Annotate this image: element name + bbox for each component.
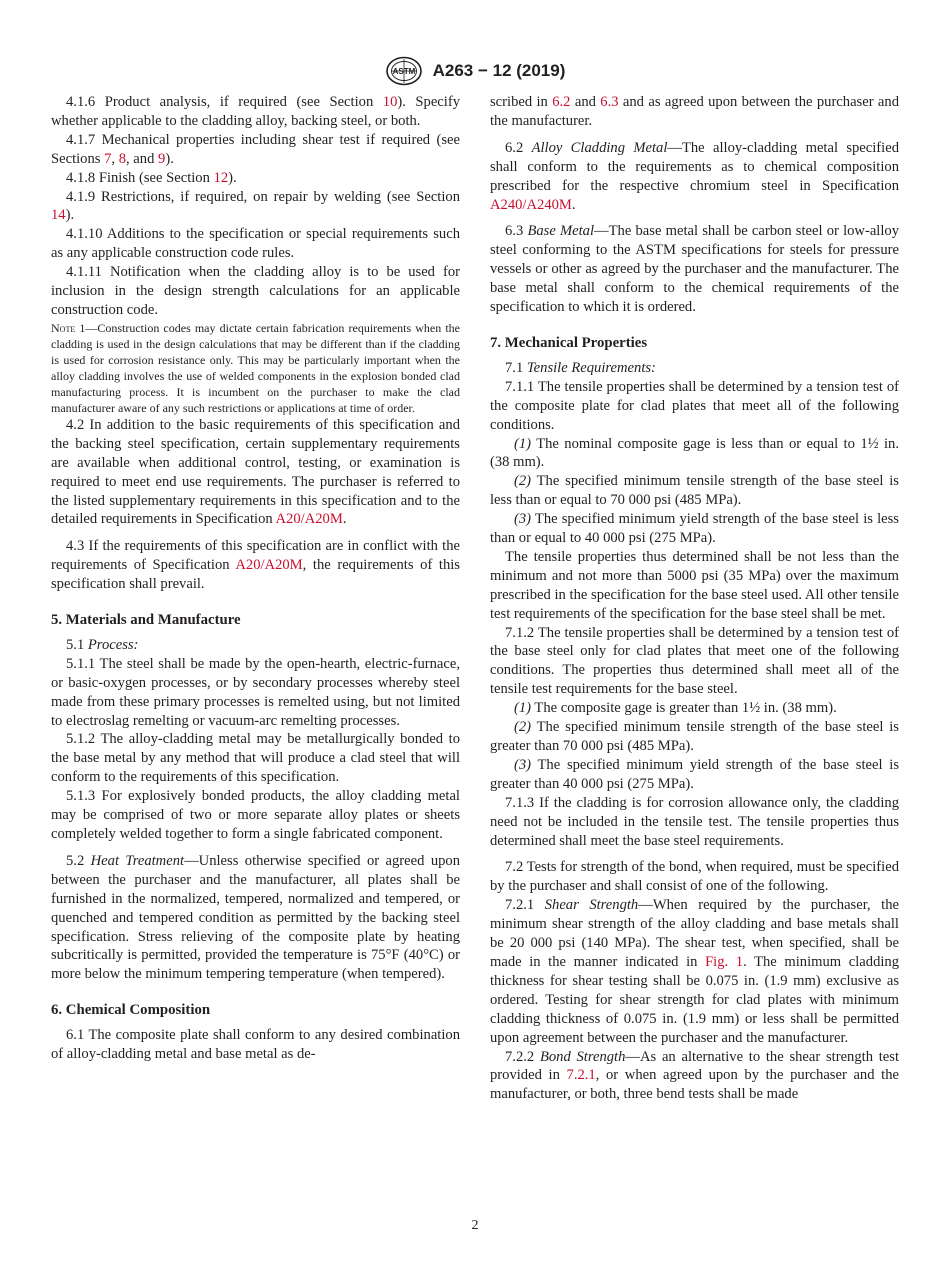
left-column (51, 93, 460, 1064)
link-section-12[interactable]: 12 (213, 169, 229, 186)
para-5-1-2: 5.1.2 The alloy-cladding metal may be metallurgically bonded to the base metal by any method that will produce a clad steel that will conform to the requirements of this specification. (51, 731, 460, 786)
condition-b1: (1) The composite gage is greater than 1½ in. (38 mm). (514, 700, 837, 717)
link-6-2[interactable]: 6.2 (552, 94, 571, 110)
para-6-1-cont: scribed in 6.2 and 6.3 and as agreed upon between the purchaser and the manufacturer. (490, 94, 900, 129)
astm-logo-icon (385, 56, 423, 86)
page-number: 2 (471, 1218, 479, 1233)
para-7-2-2: 7.2.2 Bond Strength—As an alternative to the shear strength test provided in 7.2.1, or when agreed upon by the purchaser and the manufacturer, or both, three bend tests shall be made (490, 1048, 899, 1103)
para-4-1-11: 4.1.11 Notification when the cladding alloy is to be used for inclusion in the design strength calculations for an applicable construction code. (51, 264, 460, 318)
para-5-2: 5.2 Heat Treatment—Unless otherwise specified or agreed upon between the purchaser and the manufacturer, all plates shall be furnished in the normalized, tempered, normalized and tempered, or quenched and tempered condition as permitted by the backing steel specification. Stress relieving of the composite plate by heating subcritically is permitted, provided the temperature is 75°F (40°C) or more below the minimum tempering temperature (when tempered). (51, 852, 461, 983)
para-6-1: 6.1 The composite plate shall conform to any desired combination of alloy-cladding metal and base metal as de- (51, 1027, 460, 1063)
link-section-7[interactable]: 7 (104, 150, 112, 167)
para-4-2: 4.2 In addition to the basic requirements of this specification and the backing steel specification, certain supplementary requirements are available when additional control, testing, or examination is required to meet end use requirements. The purchaser is referred to the listed supplementary requirements in this specification and to the detailed requirements in Specification A20/A20M. (51, 416, 460, 528)
heading-section-7: 7. Mechanical Properties (490, 334, 648, 351)
document-designation: A263 − 12 (2019) (432, 61, 566, 80)
para-7-1-2: 7.1.2 The tensile properties shall be determined by a tension test of the base steel only for clad plates that meet one of the following conditions. The properties thus determined shall meet all of the tensile test requirements for the base steel. (490, 624, 899, 698)
link-spec-a20-2[interactable]: A20/A20M (235, 557, 303, 574)
astm-logo-text: ASTM (392, 67, 415, 76)
para-7-1-1-result: The tensile properties thus determined shall be not less than the minimum and not more than 5000 psi (35 MPa) over the maximum prescribed in the specification for the base steel used. All other tensile test requirements of the specification for the base steel shall be met. (490, 548, 899, 622)
para-7-1-3: 7.1.3 If the cladding is for corrosion allowance only, the cladding need not be included in the tensile test. The tensile properties thus determined shall meet the base steel requirements. (490, 794, 899, 849)
para-7-1-1: 7.1.1 The tensile properties shall be determined by a tension test of the composite plate for clad plates that meet all of the following conditions. (490, 378, 899, 433)
link-section-9[interactable]: 9 (158, 150, 166, 167)
link-fig-1[interactable]: Fig. 1 (705, 953, 744, 970)
para-4-3: 4.3 If the requirements of this specification are in conflict with the requirements of Specification A20/A20M, the requirements of this specification shall prevail. (51, 538, 460, 593)
para-6-2: 6.2 Alloy Cladding Metal—The alloy-cladding metal specified shall conform to the requirements as to chemical composition prescribed for the respective chromium steel in Specification A240/A240M. (490, 139, 899, 213)
heading-section-5: 5. Materials and Manufacture (51, 612, 241, 629)
para-5-1-3: 5.1.3 For explosively bonded products, the alloy cladding metal may be comprised of two or more separate alloy plates or sheets completely welded together to form a single fabricated component. (51, 788, 460, 842)
para-5-1-1: 5.1.1 The steel shall be made by the open-hearth, electric-furnace, or basic-oxygen processes, or by secondary processes whereby steel made from these primary processes is remelted using, but not limited to electroslag remelting or vacuum-arc remelting processes. (51, 655, 460, 729)
right-column (490, 93, 899, 1104)
condition-3: (3) The specified minimum yield strength of the base steel is less than or equal to 40 000 psi (275 MPa). (490, 511, 899, 547)
link-7-2-1[interactable]: 7.2.1 (566, 1067, 596, 1084)
para-4-1-9: 4.1.9 Restrictions, if required, on repair by welding (see Section 14). (51, 188, 460, 224)
condition-b3: (3) The specified minimum yield strength of the base steel is greater than 40 000 psi (275 MPa). (490, 756, 899, 792)
link-6-3[interactable]: 6.3 (600, 94, 619, 110)
note-label: Note 1 (51, 320, 86, 335)
condition-b2: (2) The specified minimum tensile strength of the base steel is greater than 70 000 psi (485 MPa). (490, 719, 899, 754)
note-1: Note 1—Construction codes may dictate certain fabrication requirements when the cladding is used in the design calculations that may be different than if the cladding is used for corrosion resistance only. This may be particularly important when the alloy cladding involves the use of welded components in the explosion bonded clad manufacturing process. It is incumbent on the purchaser to make the clad manufacturer aware of any such restrictions or applications at time of order. (51, 320, 461, 415)
para-5-1: 5.1 Process: (66, 636, 139, 653)
heading-section-6: 6. Chemical Composition (51, 1002, 211, 1019)
condition-2: (2) The specified minimum tensile strength of the base steel is less than or equal to 70 000 psi (485 MPa). (490, 473, 899, 509)
link-spec-a240[interactable]: A240/A240M (490, 196, 572, 213)
para-7-2-1: 7.2.1 Shear Strength—When required by the purchaser, the minimum shear strength of the alloy cladding and base metals shall be 20 000 psi (140 MPa). The shear test, when specified, shall be made in the manner indicated in Fig. 1. The minimum cladding thickness for shear testing shall be 0.075 in. (1.9 mm) exclusive as ordered. Testing for shear strength for clad plates with minimum cladding thickness of 0.075 in. (1.9 mm) or less shall be permitted upon agreement between the purchaser and the manufacturer. (490, 897, 900, 1046)
para-4-1-8: 4.1.8 Finish (see Section 12). (66, 169, 237, 186)
para-4-1-7: 4.1.7 Mechanical properties including shear test if required (see Sections 7, 8, and 9). (51, 131, 460, 167)
para-6-3: 6.3 Base Metal—The base metal shall be carbon steel or low-alloy steel conforming to the ASTM specifications for steels for pressure vessels or other as agreed by the purchaser and the manufacturer. The base metal shall conform to the chemical requirements of the specification to which it is ordered. (490, 223, 899, 316)
page-header (0, 56, 950, 86)
para-7-1: 7.1 Tensile Requirements: (505, 359, 656, 376)
para-4-1-10: 4.1.10 Additions to the specification or special requirements such as any applicable construction code rules. (51, 226, 460, 262)
para-7-2: 7.2 Tests for strength of the bond, when required, must be specified by the purchaser and shall consist of one of the following. (490, 859, 899, 895)
link-section-10[interactable]: 10 (382, 94, 398, 110)
link-section-14[interactable]: 14 (51, 207, 66, 224)
link-spec-a20[interactable]: A20/A20M (275, 511, 343, 528)
para-4-1-6: 4.1.6 Product analysis, if required (see Section 10). Specify whether applicable to the cladding alloy, backing steel, or both. (51, 94, 460, 129)
condition-1: (1) The nominal composite gage is less than or equal to 1½ in. (38 mm). (490, 435, 899, 471)
link-section-8[interactable]: 8 (118, 150, 126, 167)
